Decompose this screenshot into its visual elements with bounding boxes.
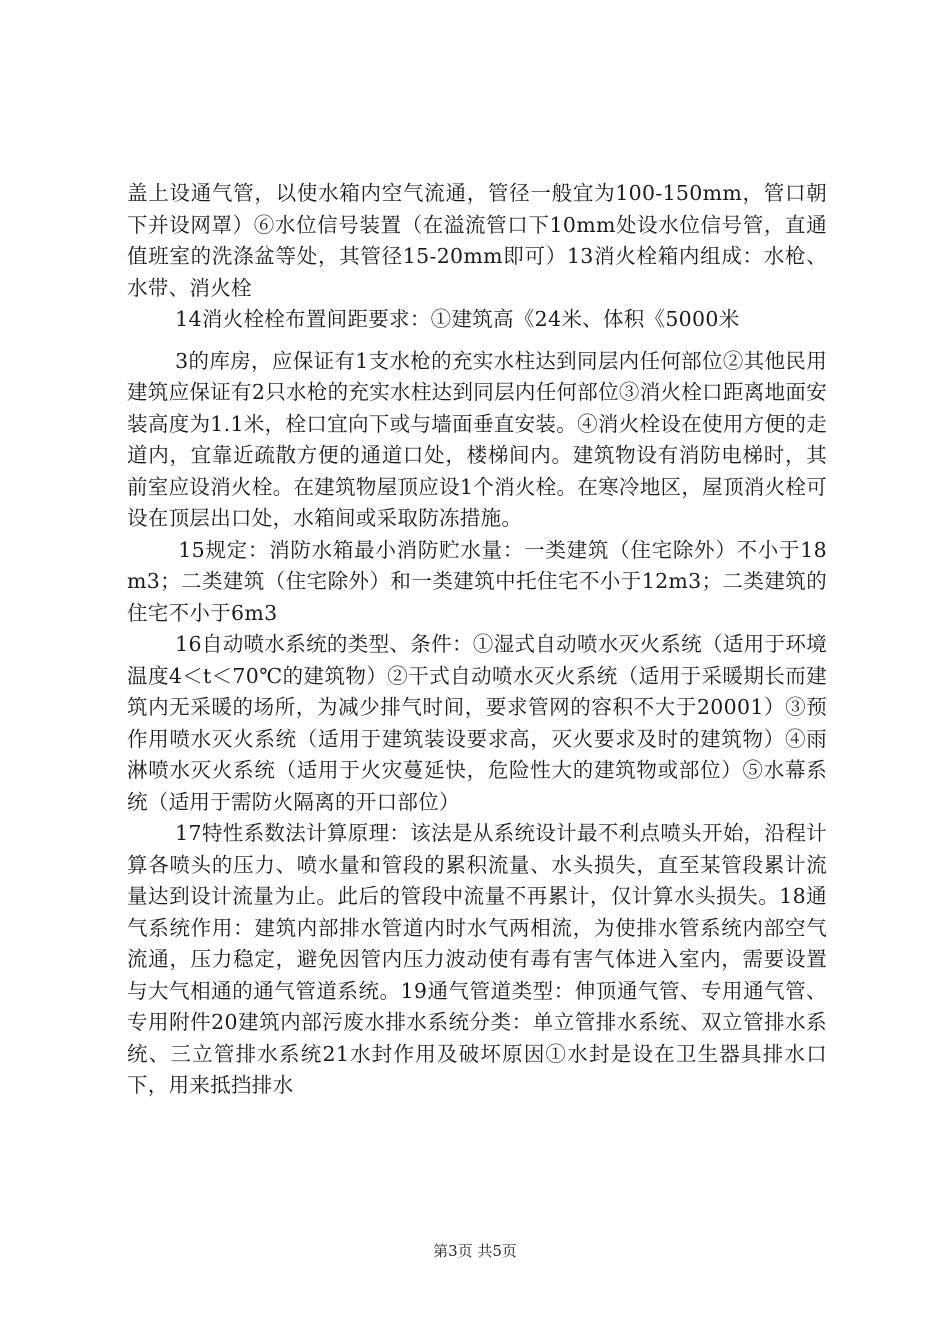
paragraph-6: 17特性系数法计算原理：该法是从系统设计最不利点喷头开始，沿程计算各喷头的压力、喷水量和管段的累积流量、水头损失，直至某管段累计流量达到设计流量为止。此后的管段中流量不再累计，仅计算水头损失。18通气系统作用：建筑内部排水管道内时水气两相流，为使排水管系统内部空气流通，压力稳定，避免因管内压力波动使有毒有害气体进入室内，需要设置与大气相通的通气管道系统。19通气管道类型：伸顶通气管、专用通气管、专用附件20建筑内部污废水排水系统分类：单立管排水系统、双立管排水系统、三立管排水系统21水封作用及破坏原因①水封是设在卫生器具排水口下，用来抵挡排水 (127, 821, 827, 1097)
paragraph-1: 盖上设通气管，以使水箱内空气流通，管径一般宜为100-150mm，管口朝下并设网罩）⑥水位信号装置（在溢流管口下10mm处设水位信号管，直通值班室的洗涤盆等处，其管径15-20mm即可）13消火栓箱内组成：水枪、水带、消火栓 (127, 181, 827, 300)
paragraph-2: 14消火栓栓布置间距要求：①建筑高《24米、体积《5000米 (175, 307, 740, 331)
page-number-footer: 第3页 共5页 (433, 1242, 517, 1260)
paragraph-5: 16自动喷水系统的类型、条件：①湿式自动喷水灭火系统（适用于环境温度4＜t＜70℃的建筑物）②干式自动喷水灭火系统（适用于采暖期长而建筑内无采暖的场所，为减少排气时间，要求管网的容积不大于20001）③预作用喷水灭火系统（适用于建筑装设要求高，灭火要求及时的建筑物）④雨淋喷水灭火系统（适用于火灾蔓延快，危险性大的建筑物或部位）⑤水幕系统（适用于需防火隔离的开口部位） (127, 632, 827, 814)
document-body (127, 178, 827, 1102)
paragraph-3: 3的库房，应保证有1支水枪的充实水柱达到同层内任何部位②其他民用建筑应保证有2只水枪的充实水柱达到同层内任何部位③消火栓口距离地面安装高度为1.1米，栓口宜向下或与墙面垂直安装。④消火栓设在使用方便的走道内，宜靠近疏散方便的通道口处，楼梯间内。建筑物设有消防电梯时，其前室应设消火栓。在建筑物屋顶应设1个消火栓。在寒冷地区，屋顶消火栓可设在顶层出口处，水箱间或采取防冻措施。 (127, 348, 827, 530)
paragraph-4: 15规定：消防水箱最小消防贮水量：一类建筑（住宅除外）不小于18m3；二类建筑（住宅除外）和一类建筑中托住宅不小于12m3；二类建筑的住宅不小于6m3 (127, 537, 827, 625)
